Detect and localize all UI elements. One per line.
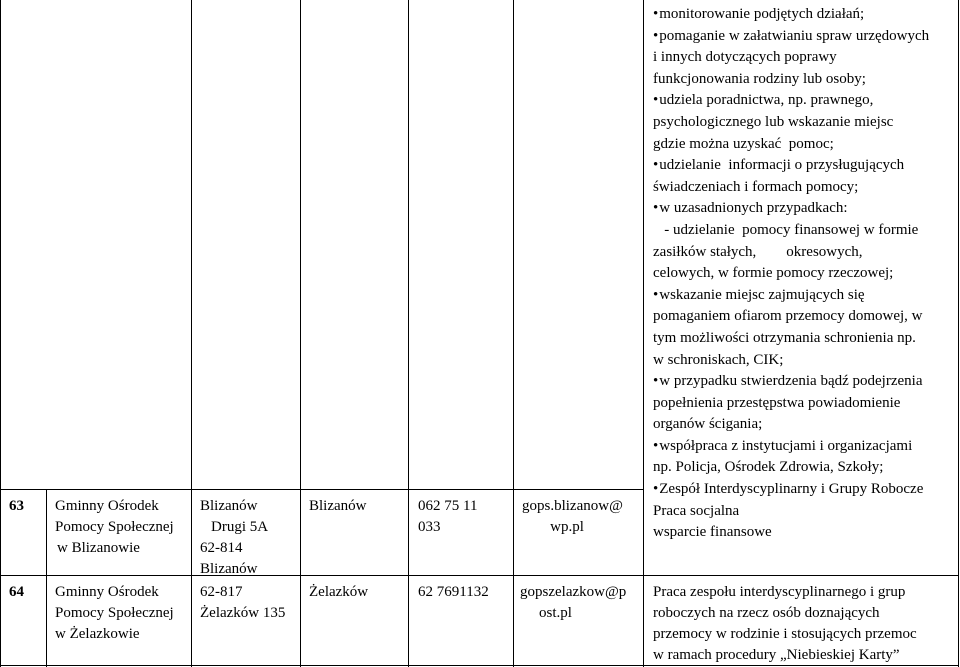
row-divider [0, 489, 643, 490]
description-line: celowych, w formie pomocy rzeczowej; [653, 265, 894, 282]
description-bullet-line: • Zespół Interdyscyplinarny i Grupy Robocze [653, 479, 953, 501]
phone [418, 582, 489, 603]
institution-name [55, 496, 185, 559]
description-line: świadczeniach i formach pomocy; [653, 178, 859, 195]
description-line: wsparcie finansowe [653, 524, 772, 541]
description-line: w ramach procedury „Niebieskiej Karty” [653, 647, 900, 663]
address [200, 582, 285, 624]
row64-services-description [653, 582, 917, 666]
name-line: Pomocy Społecznej [55, 519, 174, 535]
description-bullet-line: • współpraca z instytucjami i organizacjami [653, 436, 953, 458]
address-line: 62-814 [200, 540, 243, 556]
description-line: gdzie można uzyskać pomoc; [653, 135, 834, 152]
phone-line: 62 7691132 [418, 584, 489, 600]
address-line: Blizanów [200, 561, 258, 577]
phone [418, 496, 477, 538]
column-divider [300, 0, 301, 667]
description-line: Praca socjalna [653, 502, 740, 519]
description-line: roboczych na rzecz osób doznających [653, 605, 880, 621]
description-bullet-line: • wskazanie miejsc zajmujących się [653, 285, 953, 307]
name-line: Pomocy Społecznej [55, 605, 174, 621]
row-number: 64 [9, 584, 24, 600]
description-bullet-line: • w przypadku stwierdzenia bądź podejrzenia [653, 371, 953, 393]
row-number: 63 [9, 498, 24, 514]
email-line[interactable]: gops.blizanow@ [522, 498, 623, 514]
address-line: 62-817 [200, 584, 243, 600]
commune: Żelazków [309, 584, 369, 600]
email[interactable] [522, 496, 623, 538]
column-divider [46, 489, 47, 667]
description-bullet-line: • w uzasadnionych przypadkach: [653, 198, 953, 220]
commune: Blizanów [309, 498, 367, 514]
name-line: w Blizanowie [57, 540, 140, 556]
description-line: Praca zespołu interdyscyplinarnego i grup [653, 584, 906, 600]
email-line[interactable]: gopszelazkow@p [520, 584, 627, 600]
name-line: w Żelazkowie [55, 626, 140, 642]
name-line: Gminny Ośrodek [55, 584, 159, 600]
phone-line: 033 [418, 519, 441, 535]
phone-line: 062 75 11 [418, 498, 478, 514]
email[interactable] [520, 582, 626, 624]
address-line: Drugi 5A [211, 519, 269, 535]
institution-name [55, 582, 185, 645]
address [200, 496, 268, 580]
description-bullet-line: • monitorowanie podjętych działań; [653, 4, 953, 26]
address-line: Blizanów [200, 498, 258, 514]
email-line[interactable]: wp.pl [550, 519, 584, 535]
table-border-right [958, 0, 959, 667]
description-line: tym możliwości otrzymania schronienia np. [653, 329, 916, 346]
description-bullet-line: • udzielanie informacji o przysługujących [653, 155, 953, 177]
description-bullet-line: • udziela poradnictwa, np. prawnego, [653, 90, 953, 112]
row-divider [0, 575, 959, 576]
description-line: pomaganiem ofiarom przemocy domowej, w [653, 308, 923, 325]
column-divider [643, 0, 644, 667]
column-divider [513, 0, 514, 667]
description-line: organów ścigania; [653, 416, 763, 433]
column-divider [191, 0, 192, 667]
description-line: - udzielanie pomocy finansowej w formie [653, 221, 919, 238]
description-line: np. Policja, Ośrodek Zdrowia, Szkoły; [653, 459, 884, 476]
description-bullet-line: • pomaganie w załatwianiu spraw urzędowych [653, 26, 953, 48]
description-line: popełnienia przestępstwa powiadomienie [653, 394, 901, 411]
description-line: zasiłków stałych, okresowych, [653, 243, 863, 260]
description-line: funkcjonowania rodziny lub osoby; [653, 70, 866, 87]
description-line: i innych dotyczących poprawy [653, 49, 837, 66]
column-divider [408, 0, 409, 667]
name-line: Gminny Ośrodek [55, 498, 159, 514]
services-description [653, 4, 953, 544]
description-line: w schroniskach, CIK; [653, 351, 784, 368]
description-line: psychologicznego lub wskazanie miejsc [653, 113, 894, 130]
table-border-left [0, 0, 1, 667]
description-line: przemocy w rodzinie i stosujących przemoc [653, 626, 917, 642]
email-line[interactable]: ost.pl [539, 605, 572, 621]
address-line: Żelazków 135 [200, 605, 286, 621]
